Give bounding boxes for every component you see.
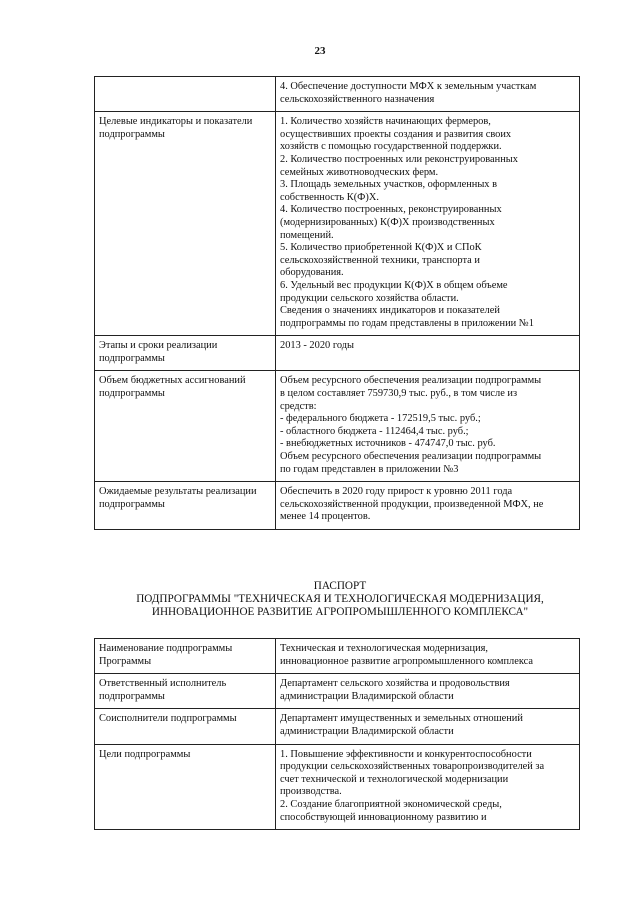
passport-subtitle-line: ИННОВАЦИОННОЕ РАЗВИТИЕ АГРОПРОМЫШЛЕННОГО КОМПЛЕКСА" (151, 606, 529, 618)
row-value: Техническая и технологическая модернизация, инновационное развитие агропромышленного комплекса (276, 639, 580, 674)
passport-heading (60, 580, 620, 619)
row-label: Этапы и сроки реализации подпрограммы (95, 336, 276, 371)
table-row (95, 639, 580, 674)
table-row (95, 336, 580, 371)
subprogram-table (94, 76, 580, 530)
row-label: Ожидаемые результаты реализации подпрограммы (95, 482, 276, 530)
row-value: 1. Повышение эффективности и конкурентоспособности продукции сельскохозяйственных товаропроизводителей за счет технической и технологической модернизации производства. 2. Создание благоприятной экономической среды, способствующей инновационному развитию и (276, 744, 580, 830)
passport-title: ПАСПОРТ (313, 580, 367, 592)
row-label (95, 77, 276, 112)
table-row (95, 77, 580, 112)
row-value: Департамент сельского хозяйства и продовольствия администрации Владимирской области (276, 674, 580, 709)
row-value: 2013 - 2020 годы (276, 336, 580, 371)
page-number: 23 (314, 45, 326, 57)
row-label: Целевые индикаторы и показатели подпрограммы (95, 112, 276, 336)
row-label: Ответственный исполнитель подпрограммы (95, 674, 276, 709)
row-label: Наименование подпрограммы Программы (95, 639, 276, 674)
row-value: 4. Обеспечение доступности МФХ к земельным участкам сельскохозяйственного назначения (276, 77, 580, 112)
row-value: Департамент имущественных и земельных отношений администрации Владимирской области (276, 709, 580, 744)
table-row (95, 674, 580, 709)
table-row (95, 709, 580, 744)
row-value: 1. Количество хозяйств начинающих фермеров, осуществивших проекты создания и развития своих хозяйств с помощью государственной поддержки. 2. Количество построенных или реконструированных семейных животноводческих ферм. 3. Площадь земельных участков, оформленных в собственность К(Ф)Х. 4. Количество построенных, реконструированных (модернизированных) К(Ф)Х производственных помещений. 5. Количество приобретенной К(Ф)Х и СПоК сельскохозяйственной техники, транспорта и оборудования. 6. Удельный вес продукции К(Ф)Х в общем объеме продукции сельского хозяйства области. Сведения о значениях индикаторов и показателей подпрограммы по годам представлены в приложении №1 (276, 112, 580, 336)
row-label: Соисполнители подпрограммы (95, 709, 276, 744)
table-row (95, 112, 580, 336)
table-row (95, 744, 580, 830)
row-label: Объем бюджетных ассигнований подпрограммы (95, 371, 276, 482)
row-label: Цели подпрограммы (95, 744, 276, 830)
table-row (95, 482, 580, 530)
table-row (95, 371, 580, 482)
passport-subtitle-line: ПОДПРОГРАММЫ "ТЕХНИЧЕСКАЯ И ТЕХНОЛОГИЧЕСКАЯ МОДЕРНИЗАЦИЯ, (136, 593, 544, 605)
passport-table (94, 638, 580, 830)
row-value: Объем ресурсного обеспечения реализации подпрограммы в целом составляет 759730,9 тыс. руб., в том числе из средств: - федерального бюджета - 172519,5 тыс. руб.; - областного бюджета - 112464,4 тыс. руб.; - внебюджетных источников - 474747,0 тыс. руб. Объем ресурсного обеспечения реализации подпрограммы по годам представлен в приложении №3 (276, 371, 580, 482)
row-value: Обеспечить в 2020 году прирост к уровню 2011 года сельскохозяйственной продукции, произведенной МФХ, не менее 14 процентов. (276, 482, 580, 530)
